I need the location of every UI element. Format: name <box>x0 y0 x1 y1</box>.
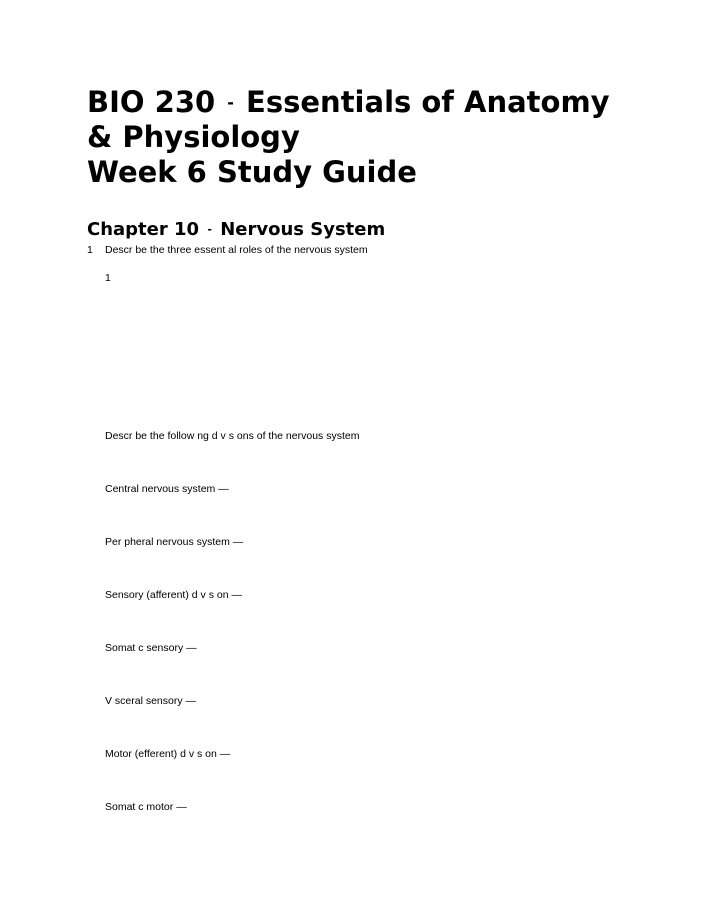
question-sub-number: 1 <box>105 272 111 284</box>
course-name: Essentials of Anatomy <box>246 85 610 119</box>
title-dash: - <box>227 93 234 112</box>
chapter-heading <box>87 218 385 242</box>
title-line-3: Week 6 Study Guide <box>87 155 417 189</box>
chapter-dash: - <box>207 223 212 236</box>
chapter-title: Nervous System <box>220 219 386 240</box>
list-item: Somat c motor — <box>105 801 187 813</box>
list-item: Per pheral nervous system — <box>105 536 244 548</box>
list-item: Central nervous system — <box>105 483 229 495</box>
list-item: Somat c sensory — <box>105 642 197 654</box>
title-line-2: & Physiology <box>87 120 300 154</box>
list-item: Motor (efferent) d v s on — <box>105 748 231 760</box>
list-item: Sensory (afferent) d v s on — <box>105 589 242 601</box>
question-text: Descr be the three essent al roles of the nervous system <box>105 244 368 256</box>
divisions-prompt: Descr be the follow ng d v s ons of the nervous system <box>105 430 360 442</box>
title-line-1 <box>87 85 610 120</box>
list-item: V sceral sensory — <box>105 695 197 707</box>
chapter-number: Chapter 10 <box>87 219 200 240</box>
course-code: BIO 230 <box>87 85 216 119</box>
question-number: 1 <box>87 244 93 256</box>
